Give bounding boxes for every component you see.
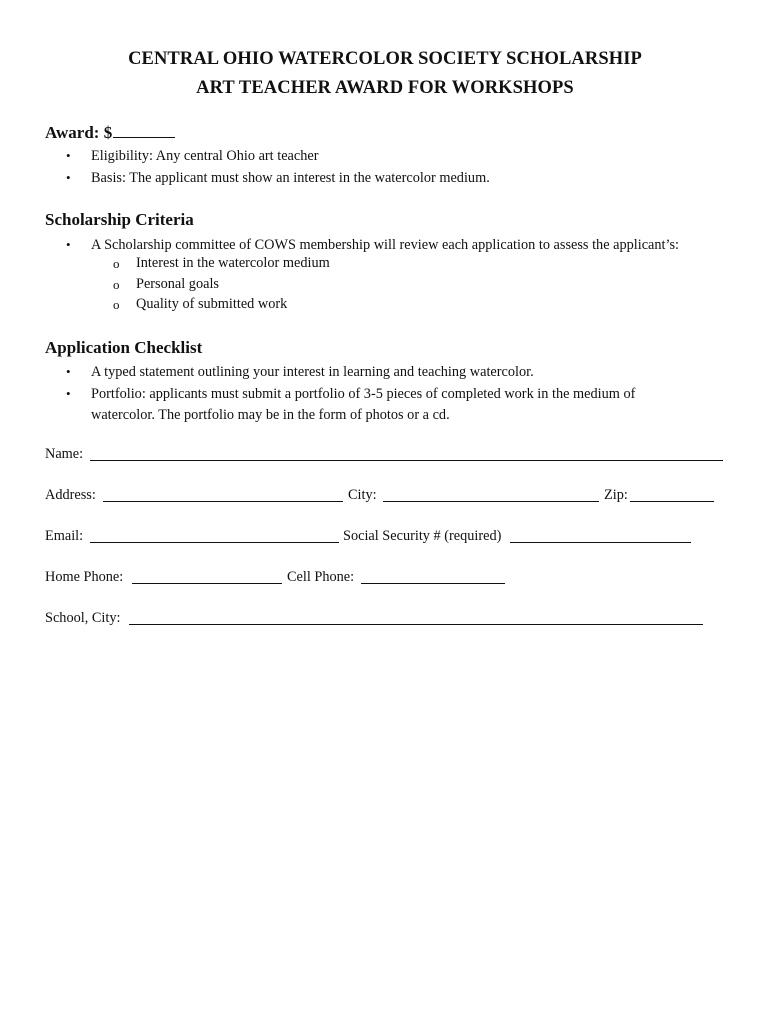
zip-field[interactable] [630,501,714,502]
cell-phone-label: Cell Phone: [287,569,355,585]
city-field[interactable] [383,501,599,502]
bullet-icon: • [66,170,71,185]
criteria-sub-item-quality: Quality of submitted work [136,296,288,312]
bullet-icon: • [66,237,71,252]
checklist-heading: Application Checklist [45,338,203,357]
cell-phone-field[interactable] [361,583,505,584]
checklist-item-portfolio-line-2: watercolor. The portfolio may be in the form of photos or a cd. [91,407,450,423]
sub-bullet-icon: o [113,277,120,292]
award-heading [45,123,175,143]
checklist-item-statement: A typed statement outlining your interest in learning and teaching watercolor. [91,364,534,380]
bullet-icon: • [66,386,71,401]
award-basis: Basis: The applicant must show an interest in the watercolor medium. [91,170,490,186]
address-label: Address: [45,487,96,503]
city-label: City: [348,487,377,503]
name-field[interactable] [90,460,723,461]
document-title-line-2: ART TEACHER AWARD FOR WORKSHOPS [196,78,574,98]
address-field[interactable] [103,501,343,502]
bullet-icon: • [66,364,71,379]
sub-bullet-icon: o [113,297,120,312]
award-eligibility: Eligibility: Any central Ohio art teacher [91,148,319,164]
email-label: Email: [45,528,84,544]
school-city-label: School, City: [45,610,121,626]
ssn-field[interactable] [510,542,691,543]
criteria-heading: Scholarship Criteria [45,210,194,229]
checklist-item-portfolio-line-1: Portfolio: applicants must submit a portfolio of 3-5 pieces of completed work in the medium of [91,386,636,402]
criteria-sub-item-goals: Personal goals [136,276,219,292]
school-city-field[interactable] [129,624,703,625]
criteria-sub-item-interest: Interest in the watercolor medium [136,255,330,271]
email-field[interactable] [90,542,339,543]
home-phone-label: Home Phone: [45,569,124,585]
criteria-review-statement: A Scholarship committee of COWS membership will review each application to assess the applicant’s: [91,237,680,253]
sub-bullet-icon: o [113,256,120,271]
bullet-icon: • [66,148,71,163]
ssn-label: Social Security # (required) [343,528,502,544]
award-amount-blank [113,123,175,138]
award-label: Award: $ [45,123,113,142]
document-title-line-1: CENTRAL OHIO WATERCOLOR SOCIETY SCHOLARSHIP [128,49,642,69]
home-phone-field[interactable] [132,583,282,584]
name-label: Name: [45,446,84,462]
zip-label: Zip: [604,487,628,503]
